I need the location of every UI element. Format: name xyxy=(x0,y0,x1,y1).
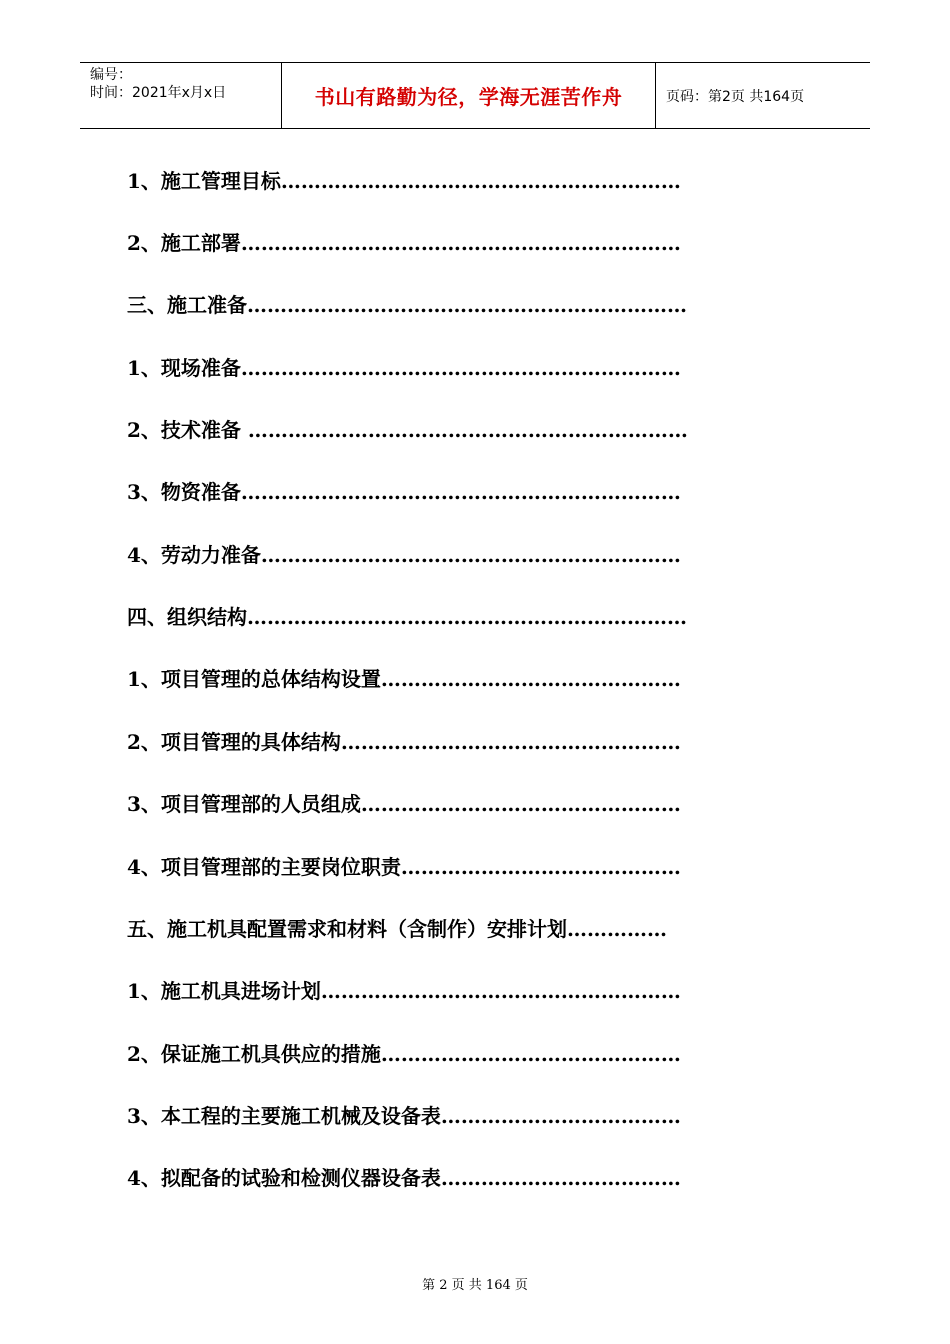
toc-entry[interactable]: 1、项目管理的总体结构设置……………………………………… xyxy=(127,667,681,691)
toc-entry[interactable]: 4、劳动力准备……………………………………………………… xyxy=(127,543,681,567)
document-time-label: 时间：2021年x月x日 xyxy=(90,85,227,101)
toc-entry[interactable]: 三、施工准备………………………………………………………… xyxy=(127,293,687,317)
toc-entry[interactable]: 4、拟配备的试验和检测仪器设备表……………………………… xyxy=(127,1166,681,1190)
page-footer: 第 2 页 共 164 页 xyxy=(422,1278,528,1293)
toc-entry[interactable]: 1、施工机具进场计划……………………………………………… xyxy=(127,979,681,1003)
page-header xyxy=(80,62,870,129)
header-meta xyxy=(80,63,282,128)
toc-entry[interactable]: 2、施工部署………………………………………………………… xyxy=(127,231,681,255)
toc-entry[interactable]: 3、本工程的主要施工机械及设备表……………………………… xyxy=(127,1104,681,1128)
toc-entry[interactable]: 1、现场准备………………………………………………………… xyxy=(127,356,681,380)
toc-entry[interactable]: 四、组织结构………………………………………………………… xyxy=(127,605,687,629)
toc-entry[interactable]: 4、项目管理部的主要岗位职责…………………………………… xyxy=(127,855,681,879)
toc-entry[interactable]: 2、保证施工机具供应的措施……………………………………… xyxy=(127,1042,681,1066)
toc-entry[interactable]: 2、技术准备 ………………………………………………………… xyxy=(127,418,688,442)
header-page-label: 页码：第2页 共164页 xyxy=(666,88,805,105)
toc-entry[interactable]: 1、施工管理目标…………………………………………………… xyxy=(127,169,681,193)
toc-entry[interactable]: 2、项目管理的具体结构…………………………………………… xyxy=(127,730,681,754)
toc-entry[interactable]: 3、项目管理部的人员组成………………………………………… xyxy=(127,792,681,816)
header-motto: 书山有路勤为径，学海无涯苦作舟 xyxy=(282,63,656,128)
toc-entry[interactable]: 3、物资准备………………………………………………………… xyxy=(127,480,681,504)
document-number-label: 编号： xyxy=(90,67,132,83)
toc-entry[interactable]: 五、施工机具配置需求和材料（含制作）安排计划…………… xyxy=(127,917,667,941)
